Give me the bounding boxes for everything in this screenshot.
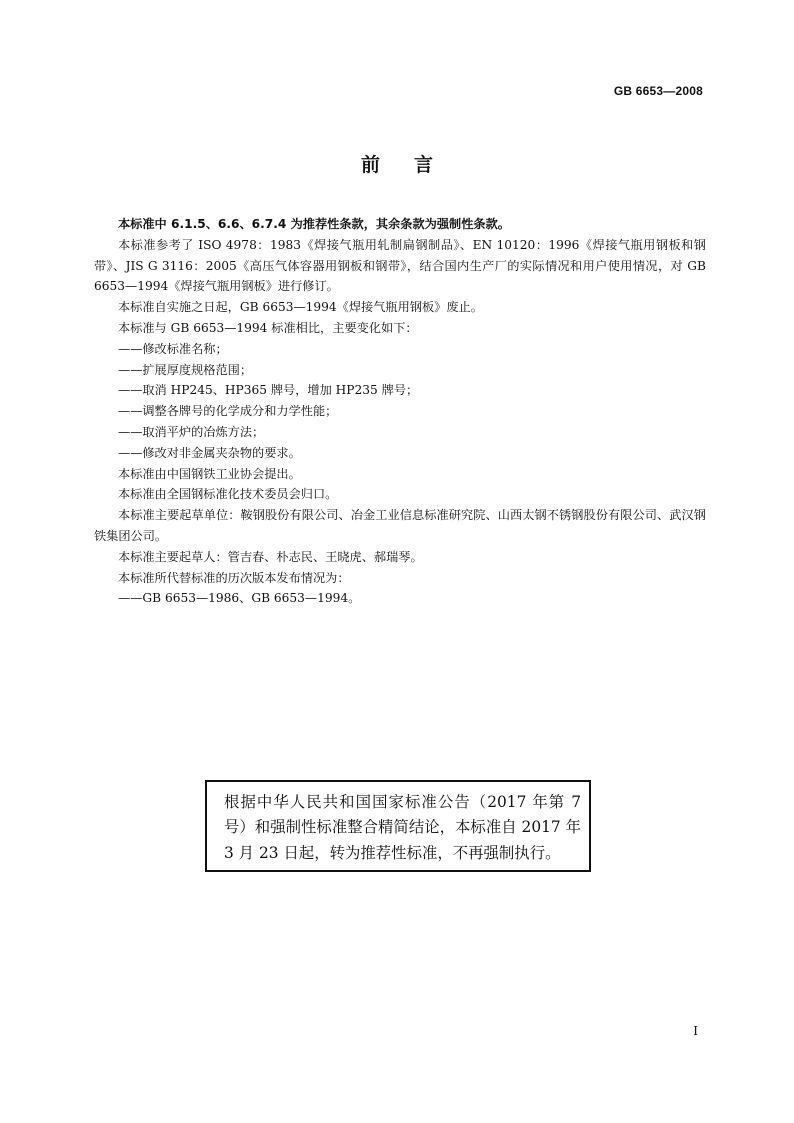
paragraph-references: 本标准参考了 ISO 4978：1983《焊接气瓶用轧制扁钢制品》、EN 10120：1996《焊接气瓶用钢板和钢带》、JIS G 3116：2005《高压气体容器用钢板和钢带》，结合国内生产厂的实际情况和用户使用情况，对 GB 6653—1994《焊接气瓶用钢板》进行修订。 [94,237,706,294]
change-item: ——修改标准名称； [118,341,228,356]
paragraph-committee: 本标准由全国钢标准化技术委员会归口。 [118,487,338,502]
foreword-body [94,214,706,609]
paragraph-clause-types: 本标准中 6.1.5、6.6、6.7.4 为推荐性条款，其余条款为强制性条款。 [118,217,510,231]
change-item: ——扩展厚度规格范围； [118,362,253,377]
paragraph-proposer: 本标准由中国钢铁工业协会提出。 [118,466,301,481]
standard-code: GB 6653—2008 [613,84,703,98]
change-item: ——取消平炉的冶炼方法； [118,424,265,439]
paragraph-changes-intro: 本标准与 GB 6653—1994 标准相比，主要变化如下： [118,320,418,335]
paragraph-drafters: 本标准主要起草人：管吉春、朴志民、王晓虎、郝瑞琴。 [118,549,423,564]
notice-text: 根据中华人民共和国国家标准公告（2017 年第 7 号）和强制性标准整合精简结论，本标准自 2017 年 3 月 23 日起，转为推荐性标准，不再强制执行。 [224,793,581,862]
change-item: ——修改对非金属夹杂物的要求。 [118,445,301,460]
notice-box [205,780,591,872]
change-item: ——取消 HP245、HP365 牌号，增加 HP235 牌号； [118,383,419,398]
paragraph-drafting-units: 本标准主要起草单位：鞍钢股份有限公司、冶金工业信息标准研究院、山西太钢不锈钢股份有限公司、武汉钢铁集团公司。 [94,508,706,543]
history-item: ——GB 6653—1986、GB 6653—1994。 [118,591,361,606]
page-number: I [693,1024,698,1038]
page-title: 前言 [360,154,467,176]
paragraph-supersede: 本标准自实施之日起，GB 6653—1994《焊接气瓶用钢板》废止。 [118,300,483,315]
change-item: ——调整各牌号的化学成分和力学性能； [118,404,338,419]
paragraph-history-intro: 本标准所代替标准的历次版本发布情况为： [118,570,350,585]
